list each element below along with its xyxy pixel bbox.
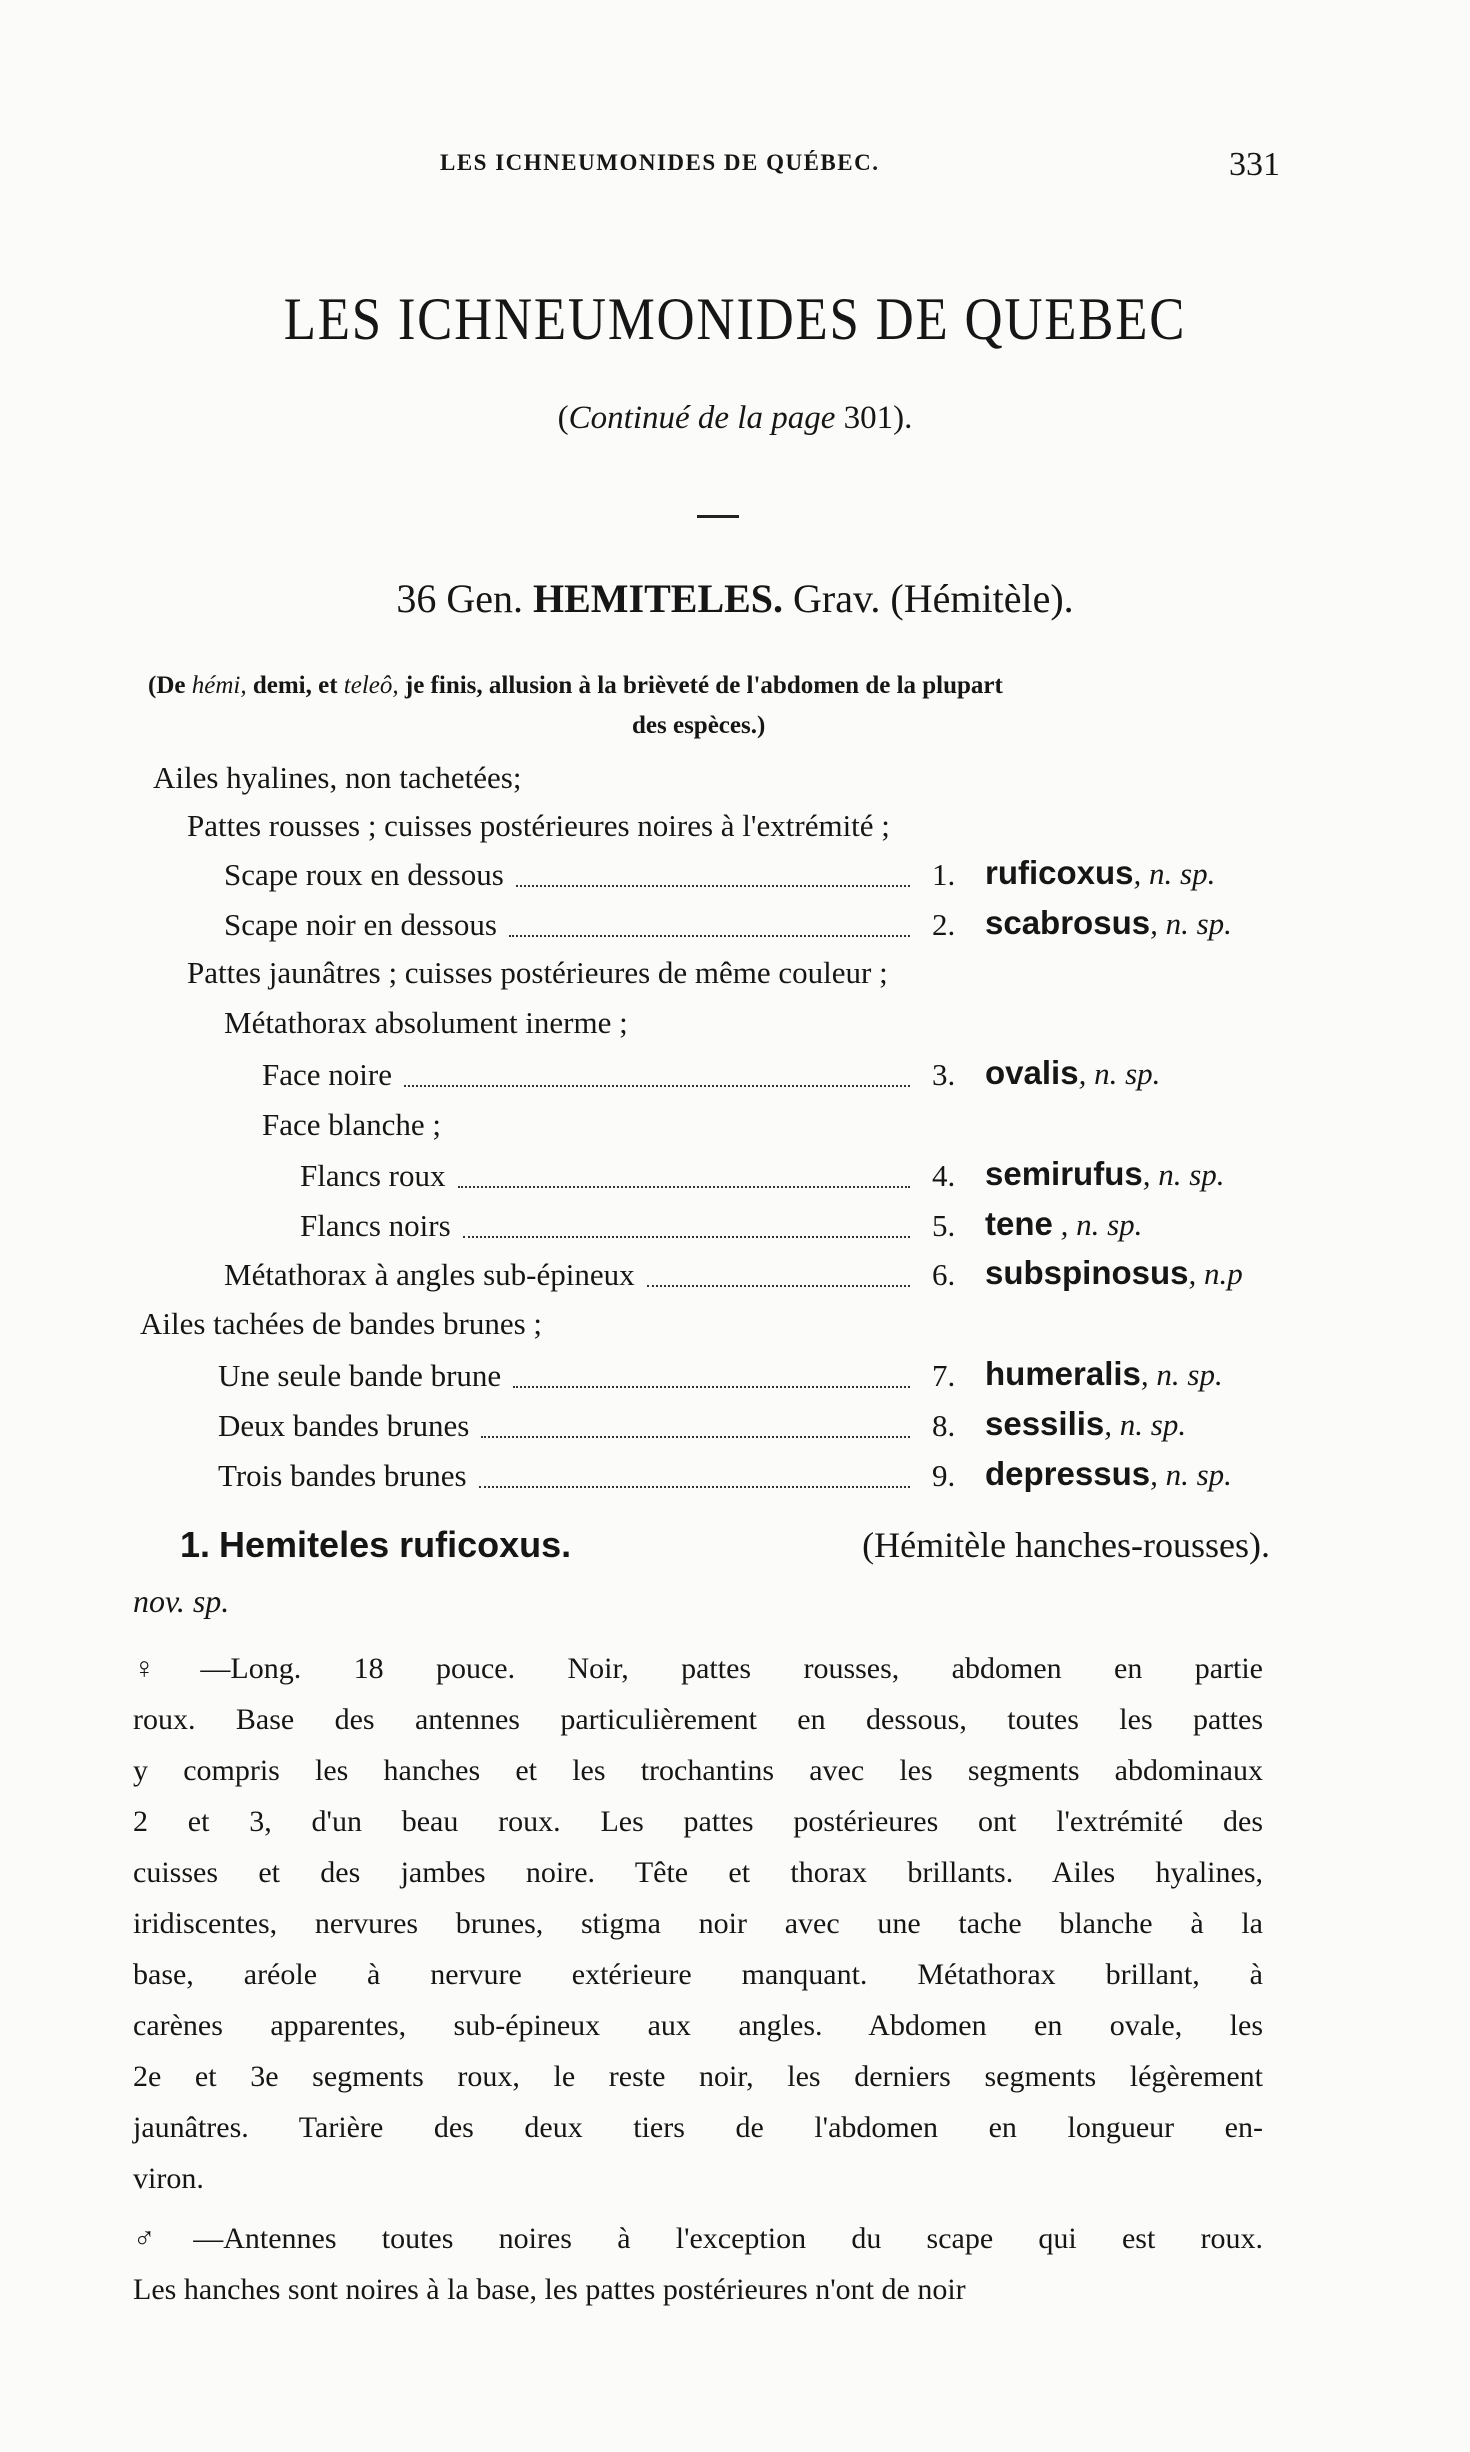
key-species: [985, 904, 1232, 942]
dot-leader: [463, 1236, 910, 1238]
key-text: Scape roux en dessous: [224, 857, 504, 892]
species-tag: , n. sp.: [1150, 906, 1232, 941]
key-line: [218, 1358, 501, 1394]
running-head: LES ICHNEUMONIDES DE QUÉBEC.: [440, 150, 880, 175]
greek-word-hemi: hémi,: [191, 672, 247, 699]
species-tag: , n. sp.: [1052, 1207, 1143, 1242]
key-text: Trois bandes brunes: [218, 1458, 467, 1493]
paragraph-line: jaunâtres. Tarière des deux tiers de l'abdomen en longueur en-: [133, 2111, 1263, 2144]
dot-leader: [513, 1386, 910, 1388]
continuation-page: 301).: [843, 400, 913, 436]
key-text: Pattes rousses ; cuisses postérieures noires à l'extrémité ;: [187, 808, 890, 843]
key-line: [218, 1408, 469, 1444]
species-tag: , n. sp.: [1142, 1157, 1225, 1192]
key-species: [985, 854, 1215, 892]
etymology-line-1: (De hémi, demi, et teleô, je finis, allusion à la brièveté de l'abdomen de la plupart: [148, 672, 1003, 699]
key-number: 3.: [932, 1057, 956, 1092]
key-species: [985, 1054, 1160, 1092]
continuation-text: Continué de la page: [568, 400, 836, 436]
key-line: [187, 955, 888, 991]
key-text: Ailes tachées de bandes brunes ;: [140, 1306, 543, 1341]
species-name: ruficoxus: [985, 854, 1134, 891]
paragraph-line: ♂—Antennes toutes noires à l'exception du scape qui est roux.: [133, 2222, 1263, 2255]
key-number: 2.: [932, 907, 956, 942]
dot-leader: [509, 935, 910, 937]
key-species: [985, 1455, 1232, 1493]
key-line: [300, 1208, 451, 1244]
paragraph-line: iridiscentes, nervures brunes, stigma noir avec une tache blanche à la: [133, 1907, 1263, 1940]
etymology-line-2: des espèces.): [632, 712, 766, 739]
key-number: 8.: [932, 1408, 956, 1443]
paragraph-line: base, aréole à nervure extérieure manquant. Métathorax brillant, à: [133, 1958, 1263, 1991]
key-species: [985, 1254, 1243, 1292]
key-line: [218, 1458, 467, 1494]
key-line: [224, 907, 497, 943]
paragraph-line: 2 et 3, d'un beau roux. Les pattes postérieures ont l'extrémité des: [133, 1805, 1263, 1838]
species-name: scabrosus: [985, 904, 1151, 941]
key-text: Pattes jaunâtres ; cuisses postérieures de même couleur ;: [187, 955, 888, 990]
species-tag: , n. sp.: [1104, 1407, 1187, 1442]
key-text: Scape noir en dessous: [224, 907, 497, 942]
paragraph-line: y compris les hanches et les trochantins avec les segments abdominaux: [133, 1754, 1263, 1787]
species-tag: , n. sp.: [1133, 856, 1216, 891]
dot-leader: [458, 1186, 910, 1188]
species-name: humeralis: [985, 1355, 1141, 1392]
species-tag: , n. sp.: [1150, 1457, 1232, 1492]
key-line: [224, 1005, 628, 1041]
species-name: tene: [985, 1205, 1053, 1242]
species-name: subspinosus: [985, 1254, 1189, 1291]
key-number: 1.: [932, 857, 956, 892]
page-title: LES ICHNEUMONIDES DE QUEBEC: [283, 286, 1187, 352]
key-line: [224, 1257, 635, 1293]
key-text: Métathorax absolument inerme ;: [224, 1005, 628, 1040]
key-line: [153, 760, 521, 796]
genus-author: Grav. (Hémitèle).: [793, 576, 1074, 621]
greek-word-teleo: teleô,: [343, 672, 399, 699]
divider-rule: [697, 515, 739, 518]
page-number: 331: [1229, 146, 1280, 183]
paragraph-line: Les hanches sont noires à la base, les pattes postérieures n'ont de noir: [133, 2273, 966, 2306]
species-name: semirufus: [985, 1155, 1143, 1192]
paragraph-line: roux. Base des antennes particulièrement en dessous, toutes les pattes: [133, 1703, 1263, 1736]
paragraph-line: cuisses et des jambes noire. Tête et thorax brillants. Ailes hyalines,: [133, 1856, 1263, 1889]
key-text: Face blanche ;: [262, 1107, 442, 1142]
genus-prefix: 36 Gen.: [396, 576, 523, 621]
dot-leader: [481, 1436, 910, 1438]
key-number: 6.: [932, 1257, 956, 1292]
species-heading: [180, 1524, 1270, 1566]
nov-sp: nov. sp.: [133, 1583, 230, 1619]
key-species: [985, 1405, 1186, 1443]
key-line: [262, 1107, 441, 1143]
key-species: [985, 1355, 1223, 1393]
species-name: depressus: [985, 1455, 1151, 1492]
key-text: Deux bandes brunes: [218, 1408, 470, 1443]
paragraph-line: 2e et 3e segments roux, le reste noir, les derniers segments légèrement: [133, 2060, 1263, 2093]
dot-leader: [516, 885, 910, 887]
species-name: ovalis: [985, 1054, 1079, 1091]
paragraph-line: ♀—Long. 18 pouce. Noir, pattes rousses, abdomen en partie: [133, 1652, 1263, 1685]
species-name: sessilis: [985, 1405, 1105, 1442]
key-line: [262, 1057, 392, 1093]
key-number: 7.: [932, 1358, 956, 1393]
key-text: Métathorax à angles sub-épineux: [224, 1257, 635, 1292]
species-common-name: (Hémitèle hanches-rousses).: [862, 1525, 1270, 1565]
key-text: Face noire: [262, 1057, 392, 1092]
continuation-note: (Continué de la page 301).: [557, 400, 913, 436]
key-number: 5.: [932, 1208, 956, 1243]
key-text: Flancs noirs: [300, 1208, 451, 1243]
species-name: Hemiteles ruficoxus.: [219, 1524, 572, 1565]
dot-leader: [479, 1486, 910, 1488]
key-text: Une seule bande brune: [218, 1358, 502, 1393]
key-text: Flancs roux: [300, 1158, 446, 1193]
genus-heading: [0, 575, 1470, 622]
species-tag: , n. sp.: [1078, 1056, 1161, 1091]
paragraph-line: viron.: [133, 2162, 204, 2195]
key-number: 4.: [932, 1158, 956, 1193]
male-description: [133, 2213, 1263, 2315]
species-number: 1.: [180, 1524, 211, 1565]
paragraph-line: carènes apparentes, sub-épineux aux angles. Abdomen en ovale, les: [133, 2009, 1263, 2042]
key-line: [140, 1306, 542, 1342]
key-line: [224, 857, 504, 893]
genus-name: HEMITELES.: [532, 576, 784, 621]
key-line: [300, 1158, 446, 1194]
species-tag: , n. sp.: [1140, 1357, 1223, 1392]
key-line: [187, 808, 890, 844]
key-species: [985, 1205, 1142, 1243]
key-species: [985, 1155, 1225, 1193]
species-tag: , n.p: [1188, 1256, 1243, 1291]
female-description: [133, 1643, 1263, 2204]
dot-leader: [404, 1085, 910, 1087]
dot-leader: [647, 1285, 910, 1287]
key-text: Ailes hyalines, non tachetées;: [153, 760, 522, 795]
key-number: 9.: [932, 1458, 956, 1493]
